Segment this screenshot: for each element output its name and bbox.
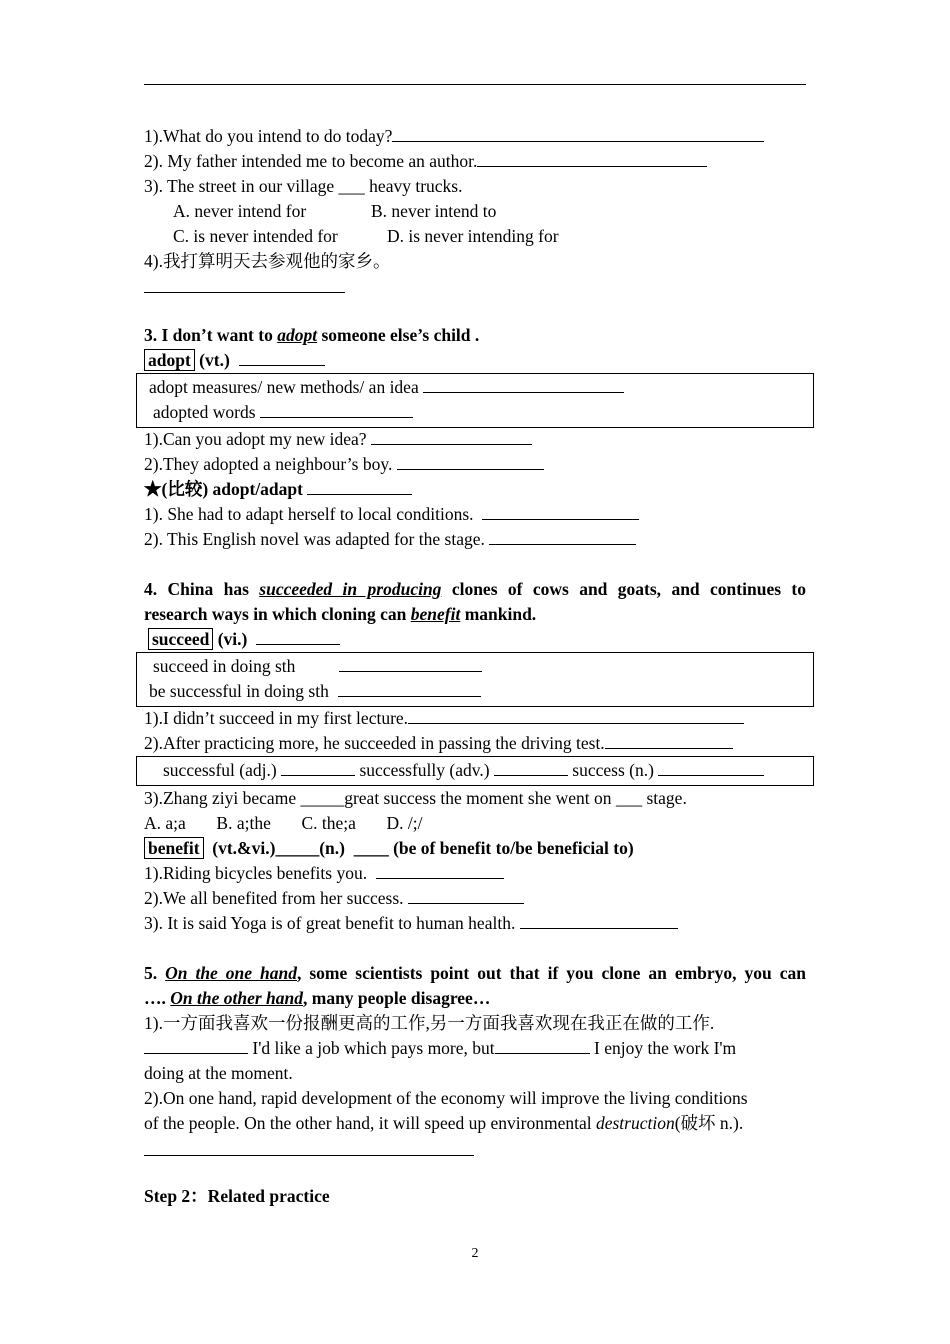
answer-line[interactable] [144, 292, 345, 293]
answer-blank[interactable] [397, 453, 544, 470]
section-heading: 5. On the one hand, some scientists point out that if you clone an embryo, you can [144, 963, 807, 983]
exercise-line: 3). It is said Yoga is of great benefit to human health. [144, 911, 678, 936]
exercise-line: 2).After practicing more, he succeeded in passing the driving test. [144, 731, 733, 756]
word-tag: adopt [144, 349, 195, 371]
exercise-line [144, 249, 390, 274]
exercise-line: 2).On one hand, rapid development of the economy will improve the living conditions [144, 1088, 748, 1108]
question-text: 1).What do you intend to do today? [144, 126, 393, 146]
option-d: D. is never intending for [387, 226, 559, 246]
word-tag: benefit [144, 837, 204, 859]
word-tag: succeed [148, 628, 213, 650]
word-forms-line: successful (adj.) successfully (adv.) success (n.) [163, 758, 764, 783]
answer-blank[interactable] [339, 655, 482, 672]
exercise-line [144, 149, 707, 174]
answer-blank[interactable] [408, 707, 744, 724]
exercise-line: 1).Can you adopt my new idea? [144, 427, 532, 452]
answer-blank[interactable] [371, 428, 532, 445]
answer-blank[interactable] [144, 1037, 248, 1054]
option-a: A. never intend for [173, 201, 307, 221]
exercise-line: 2).They adopted a neighbour’s boy. [144, 452, 544, 477]
phrase-line: be successful in doing sth [149, 679, 481, 704]
key-word: benefit [410, 604, 461, 624]
section-heading: 4. China has succeeded in producing clones of cows and goats, and continues to [144, 579, 806, 599]
top-answer-line [144, 84, 806, 85]
section-heading-cont: research ways in which cloning can benefit mankind. [144, 604, 537, 624]
option-line [173, 199, 496, 224]
compare-heading: ★(比较) adopt/adapt [144, 477, 412, 502]
question-text: 2). My father intended me to become an author. [144, 151, 478, 171]
step-heading: Step 2：Related practice [144, 1186, 330, 1206]
exercise-line: 1).Riding bicycles benefits you. [144, 861, 504, 886]
answer-blank[interactable] [477, 150, 707, 167]
answer-blank[interactable] [376, 862, 504, 879]
phrase-line: adopted words [153, 400, 413, 425]
answer-blank[interactable] [658, 759, 764, 776]
exercise-line: 1).一方面我喜欢一份报酬更高的工作,另一方面我喜欢现在我正在做的工作. [144, 1013, 715, 1033]
word-entry [148, 627, 340, 652]
exercise-line [144, 124, 764, 149]
key-word: destruction [595, 1113, 675, 1133]
phrase-line: adopt measures/ new methods/ an idea [149, 375, 624, 400]
exercise-line: doing at the moment. [144, 1063, 293, 1083]
answer-blank[interactable] [489, 528, 636, 545]
answer-blank[interactable] [605, 732, 733, 749]
exercise-line: of the people. On the other hand, it will speed up environmental destruction(破坏 n.). [144, 1113, 744, 1133]
key-word: adopt [277, 325, 318, 345]
answer-blank[interactable] [256, 628, 340, 645]
answer-blank[interactable] [520, 912, 678, 929]
word-entry [144, 836, 634, 861]
answer-blank[interactable] [494, 759, 568, 776]
key-phrase: On the one hand [165, 963, 298, 983]
exercise-line [144, 174, 462, 199]
answer-blank[interactable] [338, 680, 481, 697]
exercise-line: 1).I didn’t succeed in my first lecture. [144, 706, 744, 731]
option-line: A. a;a B. a;the C. the;a D. /;/ [144, 813, 423, 833]
section-heading-cont: …. On the other hand, many people disagree… [144, 988, 491, 1008]
answer-blank[interactable] [423, 376, 624, 393]
option-c: C. is never intended for [173, 226, 338, 246]
option-line [173, 224, 559, 249]
question-text: 4).我打算明天去参观他的家乡。 [144, 251, 391, 271]
exercise-line: 3).Zhang ziyi became _____great success the moment she went on ___ stage. [144, 788, 687, 808]
part-of-speech: (vt.&vi.)_____(n.) ____ (be of benefit to/be beneficial to) [203, 838, 634, 858]
answer-blank[interactable] [260, 401, 413, 418]
answer-blank[interactable] [239, 349, 325, 366]
answer-line[interactable] [144, 1155, 474, 1156]
part-of-speech: (vt.) [194, 350, 239, 370]
exercise-line: 1). She had to adapt herself to local conditions. [144, 502, 639, 527]
exercise-line: 2). This English novel was adapted for the stage. [144, 527, 636, 552]
answer-blank[interactable] [482, 503, 639, 520]
phrase-line: succeed in doing sth [153, 654, 482, 679]
section-heading: 3. I don’t want to adopt someone else’s child . [144, 325, 480, 345]
page-number: 2 [471, 1246, 479, 1261]
answer-blank[interactable] [281, 759, 355, 776]
answer-blank[interactable] [392, 125, 764, 142]
option-b: B. never intend to [371, 201, 497, 221]
key-phrase: succeeded in producing [259, 579, 442, 599]
answer-blank[interactable] [408, 887, 524, 904]
question-text: 3). The street in our village ___ heavy trucks. [144, 176, 463, 196]
answer-blank[interactable] [495, 1037, 590, 1054]
exercise-line: I'd like a job which pays more, but I enjoy the work I'm [144, 1036, 736, 1061]
key-phrase: On the other hand [170, 988, 303, 1008]
answer-blank[interactable] [307, 478, 412, 495]
word-entry [144, 348, 325, 373]
exercise-line: 2).We all benefited from her success. [144, 886, 524, 911]
part-of-speech: (vi.) [213, 629, 257, 649]
